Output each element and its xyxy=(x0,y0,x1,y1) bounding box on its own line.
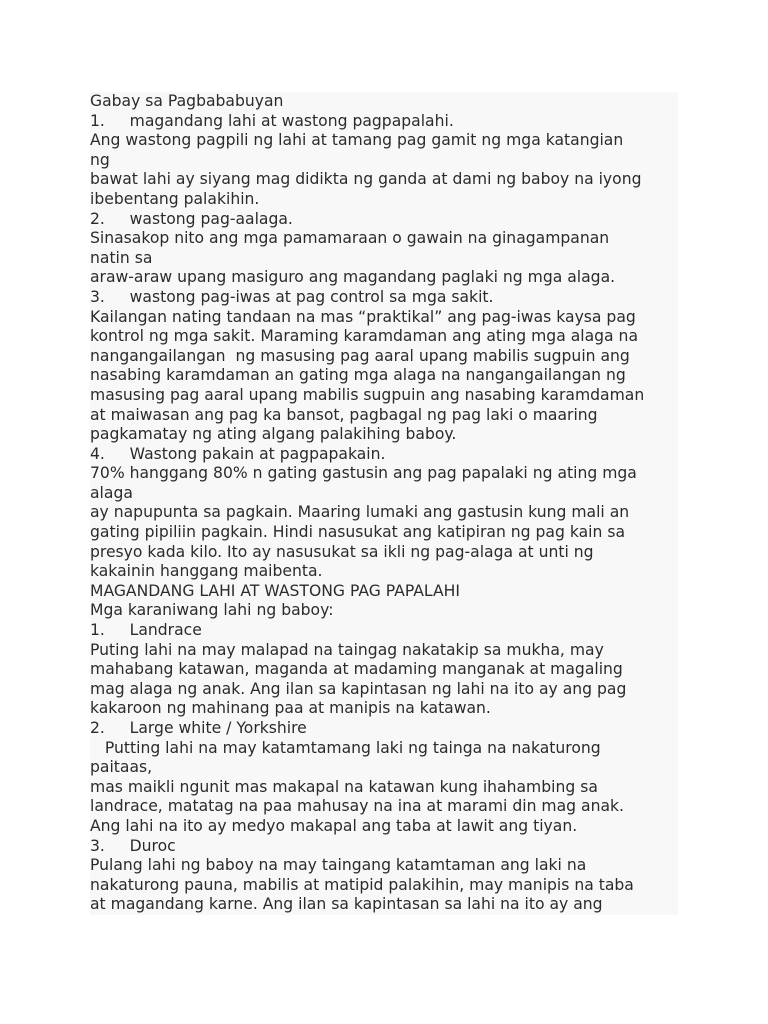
text-line: 1. magandang lahi at wastong pagpapalahi. xyxy=(90,111,454,130)
text-line: kontrol ng mga sakit. Maraming karamdaman ang ating mga alaga na xyxy=(90,327,638,346)
text-line: ay napupunta sa pagkain. Maaring lumaki ang gastusin kung mali an xyxy=(90,503,630,522)
text-line: 3. Duroc xyxy=(90,836,176,855)
text-line: Ang lahi na ito ay medyo makapal ang taba at lawit ang tiyan. xyxy=(90,816,578,835)
text-line: ibebentang palakihin. xyxy=(90,189,260,208)
text-line: nasabing karamdaman an gating mga alaga na nangangailangan ng xyxy=(90,366,626,385)
text-line: natin sa xyxy=(90,248,153,267)
text-line: alaga xyxy=(90,483,133,502)
text-line: araw-araw upang masiguro ang magandang paglaki ng mga alaga. xyxy=(90,268,616,287)
text-line: ng xyxy=(90,150,110,169)
text-line: at maiwasan ang pag ka bansot, pagbagal ng pag laki o maaring xyxy=(90,405,598,424)
text-line: kakainin hanggang maibenta. xyxy=(90,562,323,581)
text-line: Pulang lahi ng baboy na may taingang katamtaman ang laki na xyxy=(90,856,587,875)
text-line: nangangailangan ng masusing pag aaral upang mabilis sugpuin ang xyxy=(90,346,630,365)
text-line: presyo kada kilo. Ito ay nasusukat sa ikli ng pag-alaga at unti ng xyxy=(90,542,594,561)
text-line: Mga karaniwang lahi ng baboy: xyxy=(90,601,334,620)
text-line: Kailangan nating tandaan na mas “praktikal” ang pag-iwas kaysa pag xyxy=(90,307,636,326)
text-line: nakaturong pauna, mabilis at matipid palakihin, may manipis na taba xyxy=(90,875,634,894)
text-line: Gabay sa Pagbababuyan xyxy=(90,92,284,110)
text-line: Puting lahi na may malapad na taingag nakatakip sa mukha, may xyxy=(90,640,604,659)
text-line: landrace, matatag na paa mahusay na ina at marami din mag anak. xyxy=(90,797,624,816)
text-line: 2. Large white / Yorkshire xyxy=(90,719,307,737)
text-line: mag alaga ng anak. Ang ilan sa kapintasan ng lahi na ito ay ang pag xyxy=(90,679,627,698)
text-line: 2. wastong pag-aalaga. xyxy=(90,209,293,228)
text-line: 1. Landrace xyxy=(90,621,202,640)
text-line: Sinasakop nito ang mga pamamaraan o gawain na ginagampanan xyxy=(90,229,610,248)
text-line: 3. wastong pag-iwas at pag control sa mga sakit. xyxy=(90,287,494,306)
text-line: Ang wastong pagpili ng lahi at tamang pag gamit ng mga katangian xyxy=(90,131,624,150)
text-line: MAGANDANG LAHI AT WASTONG PAG PAPALAHI xyxy=(90,581,460,600)
text-line: pagkamatay ng ating algang palakihing baboy. xyxy=(90,425,457,444)
text-line: 4. Wastong pakain at pagpapakain. xyxy=(90,444,386,463)
text-line: bawat lahi ay siyang mag didikta ng ganda at dami ng baboy na iyong xyxy=(90,170,642,189)
text-line: at magandang karne. Ang ilan sa kapintasan sa lahi na ito ay ang xyxy=(90,895,603,914)
text-line: mahabang katawan, maganda at madaming manganak at magaling xyxy=(90,660,623,679)
document-text-block xyxy=(90,92,678,915)
text-line: paitaas, xyxy=(90,758,153,777)
text-line: Putting lahi na may katamtamang laki ng tainga na nakaturong xyxy=(90,738,601,757)
text-line: 70% hanggang 80% n gating gastusin ang pag papalaki ng ating mga xyxy=(90,464,637,483)
text-line: kakaroon ng mahinang paa at manipis na katawan. xyxy=(90,699,491,718)
text-line: mas maikli ngunit mas makapal na katawan kung ihahambing sa xyxy=(90,777,598,796)
text-line: gating pipiliin pagkain. Hindi nasusukat ang katipiran ng pag kain sa xyxy=(90,523,625,542)
text-line: masusing pag aaral upang mabilis sugpuin ang nasabing karamdaman xyxy=(90,385,645,404)
